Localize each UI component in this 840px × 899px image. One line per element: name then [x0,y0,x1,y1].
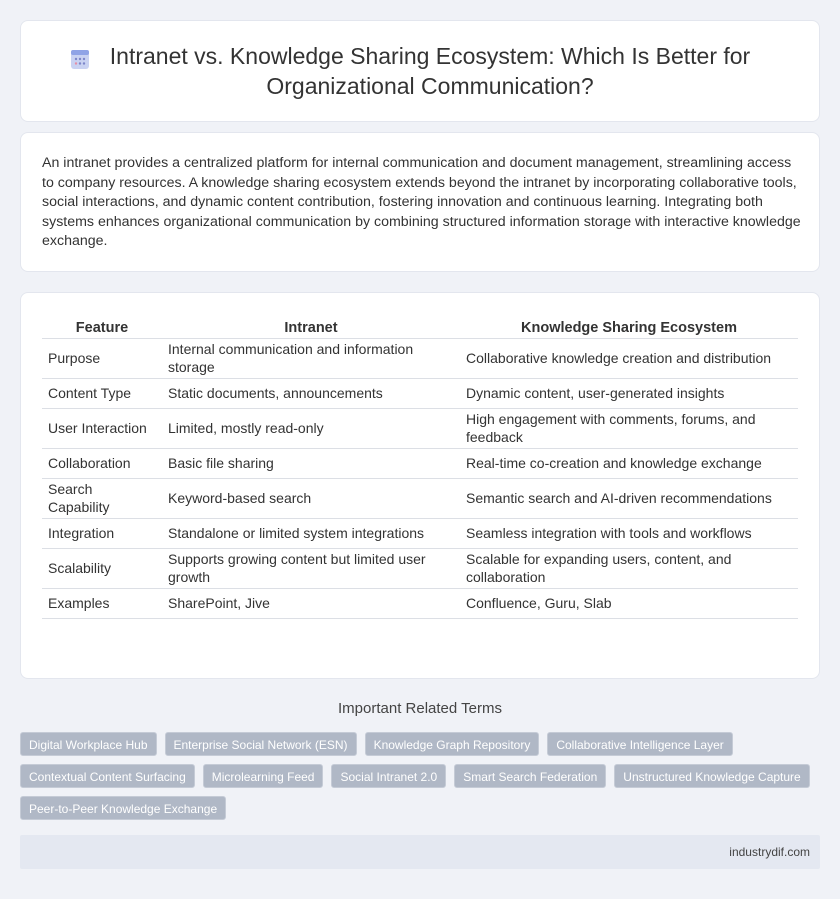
column-header-intranet: Intranet [162,314,460,338]
related-term-tag[interactable]: Digital Workplace Hub [20,732,157,756]
ecosystem-cell: Seamless integration with tools and workflows [460,518,798,548]
intranet-cell: Standalone or limited system integrations [162,518,460,548]
ecosystem-cell: Collaborative knowledge creation and distribution [460,338,798,378]
intranet-cell: Keyword-based search [162,478,460,518]
related-term-tag[interactable]: Peer-to-Peer Knowledge Exchange [20,796,226,820]
ecosystem-cell: Confluence, Guru, Slab [460,588,798,618]
related-term-tag[interactable]: Smart Search Federation [454,764,606,788]
intranet-cell: Internal communication and information storage [162,338,460,378]
feature-cell: Integration [42,518,162,548]
intranet-cell: SharePoint, Jive [162,588,460,618]
related-terms-heading: Important Related Terms [338,700,502,717]
ecosystem-cell: High engagement with comments, forums, and feedback [460,408,798,448]
comparison-table [42,314,798,619]
column-header-feature: Feature [42,314,162,338]
related-term-tag[interactable]: Social Intranet 2.0 [331,764,446,788]
ecosystem-cell: Real-time co-creation and knowledge exchange [460,448,798,478]
related-term-tag[interactable]: Knowledge Graph Repository [365,732,540,756]
related-term-tag[interactable]: Contextual Content Surfacing [20,764,195,788]
table-header-row [42,314,798,338]
related-terms-list [20,732,820,820]
related-term-tag[interactable]: Microlearning Feed [203,764,324,788]
table-row [42,338,798,378]
intro-paragraph: An intranet provides a centralized platform for internal communication and document management, streamlining access to company resources. A knowledge sharing ecosystem extends beyond the intranet by incorporating collaborative tools, social interactions, and dynamic content contribution, fostering innovation and continuous learning. Integrating both systems enhances organizational communication by combining structured information storage with interactive knowledge exchange. [42,155,801,250]
related-term-tag[interactable]: Enterprise Social Network (ESN) [165,732,357,756]
intranet-cell: Supports growing content but limited user growth [162,548,460,588]
feature-cell: Purpose [42,338,162,378]
column-header-ecosystem: Knowledge Sharing Ecosystem [460,314,798,338]
feature-cell: Examples [42,588,162,618]
ecosystem-cell: Semantic search and AI-driven recommendations [460,478,798,518]
feature-cell: Content Type [42,378,162,408]
table-row [42,408,798,448]
intranet-cell: Static documents, announcements [162,378,460,408]
comparison-card [20,292,820,679]
table-row [42,518,798,548]
intro-card [20,132,820,272]
feature-cell: Scalability [42,548,162,588]
ecosystem-cell: Scalable for expanding users, content, and collaboration [460,548,798,588]
table-row [42,378,798,408]
feature-cell: User Interaction [42,408,162,448]
intranet-cell: Limited, mostly read-only [162,408,460,448]
intranet-cell: Basic file sharing [162,448,460,478]
ecosystem-cell: Dynamic content, user-generated insights [460,378,798,408]
table-row [42,478,798,518]
page-title: Intranet vs. Knowledge Sharing Ecosystem: Which Is Better for Organizational Communication? [109,43,751,99]
table-row [42,548,798,588]
related-term-tag[interactable]: Collaborative Intelligence Layer [547,732,732,756]
feature-cell: Search Capability [42,478,162,518]
table-row [42,448,798,478]
title-card [20,20,820,122]
footer-bar [20,835,820,869]
site-credit[interactable]: industrydif.com [729,845,810,859]
feature-cell: Collaboration [42,448,162,478]
related-term-tag[interactable]: Unstructured Knowledge Capture [614,764,809,788]
table-row [42,588,798,618]
